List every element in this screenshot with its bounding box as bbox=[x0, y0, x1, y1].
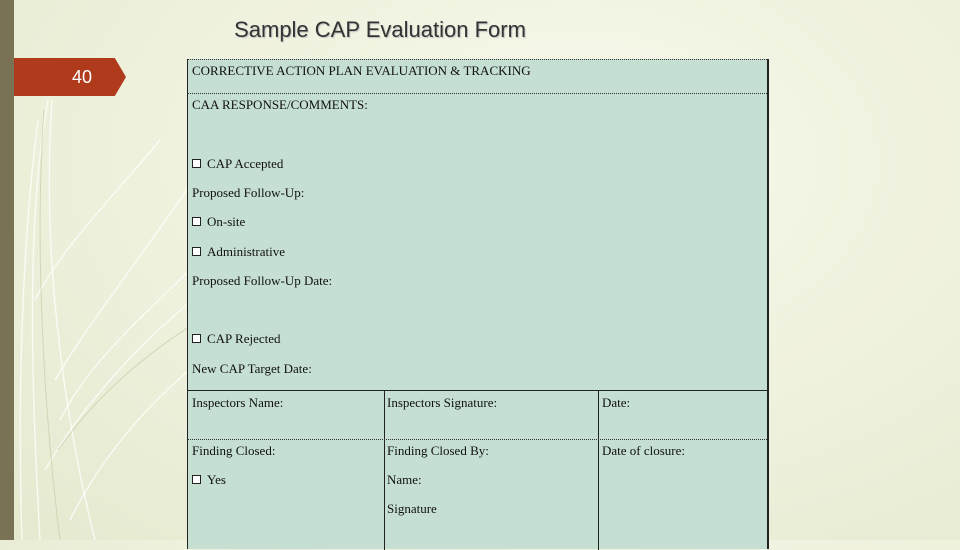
slide-number: 40 bbox=[72, 67, 93, 87]
inspectors-name-label: Inspectors Name: bbox=[192, 395, 284, 410]
cap-rejected-option[interactable] bbox=[192, 331, 281, 347]
signature-row-divider bbox=[188, 439, 767, 440]
header-divider bbox=[188, 93, 767, 94]
proposed-follow-up-date-label: Proposed Follow-Up Date: bbox=[192, 273, 333, 288]
slide-number-tab bbox=[14, 58, 126, 96]
new-cap-target-date-label: New CAP Target Date: bbox=[192, 361, 312, 376]
yes-label: Yes bbox=[207, 472, 226, 487]
cap-evaluation-form bbox=[187, 59, 769, 549]
cap-accepted-label: CAP Accepted bbox=[207, 156, 284, 171]
column-divider-1 bbox=[384, 390, 385, 550]
on-site-checkbox[interactable] bbox=[192, 217, 201, 226]
inspectors-signature-label: Inspectors Signature: bbox=[387, 395, 498, 410]
cap-rejected-checkbox[interactable] bbox=[192, 334, 201, 343]
administrative-label: Administrative bbox=[207, 244, 285, 259]
date-label: Date: bbox=[602, 395, 631, 410]
form-header: CORRECTIVE ACTION PLAN EVALUATION & TRACKING bbox=[192, 63, 531, 78]
section-divider bbox=[188, 390, 767, 391]
cap-accepted-checkbox[interactable] bbox=[192, 159, 201, 168]
on-site-option[interactable] bbox=[192, 214, 245, 230]
yes-option[interactable] bbox=[192, 472, 226, 488]
form-top-border bbox=[188, 59, 767, 60]
on-site-label: On-site bbox=[207, 214, 246, 229]
administrative-checkbox[interactable] bbox=[192, 247, 201, 256]
name-label: Name: bbox=[387, 472, 422, 487]
caa-response-label: CAA RESPONSE/COMMENTS: bbox=[192, 97, 368, 112]
proposed-follow-up-label: Proposed Follow-Up: bbox=[192, 185, 305, 200]
administrative-option[interactable] bbox=[192, 244, 285, 260]
finding-closed-label: Finding Closed: bbox=[192, 443, 276, 458]
date-of-closure-label: Date of closure: bbox=[602, 443, 686, 458]
finding-closed-by-label: Finding Closed By: bbox=[387, 443, 489, 458]
slide-title: Sample CAP Evaluation Form bbox=[234, 17, 526, 42]
signature-label: Signature bbox=[387, 501, 437, 516]
yes-checkbox[interactable] bbox=[192, 475, 201, 484]
cap-rejected-label: CAP Rejected bbox=[207, 331, 281, 346]
cap-accepted-option[interactable] bbox=[192, 156, 283, 172]
column-divider-2 bbox=[598, 390, 599, 550]
